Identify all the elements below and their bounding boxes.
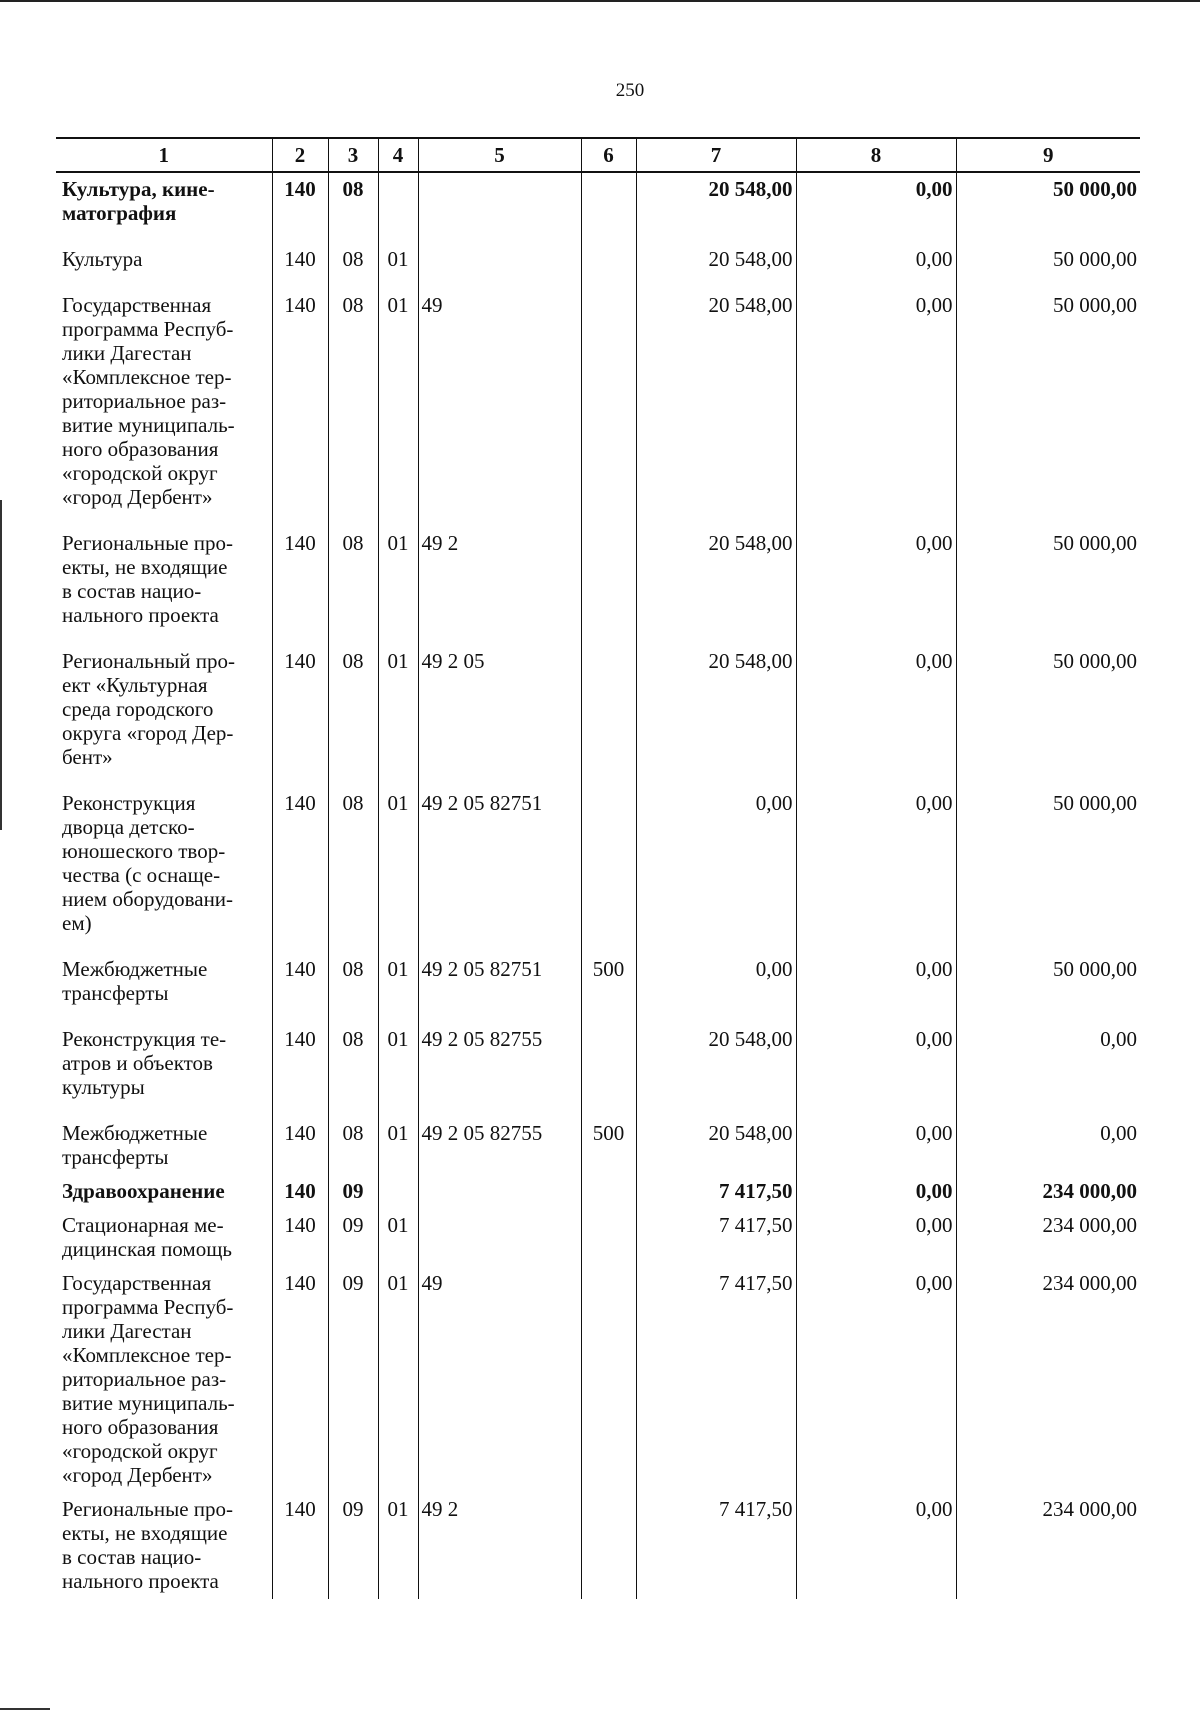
amount-col8-cell: 0,00 [796,953,956,1023]
amount-col9-cell: 234 000,00 [956,1493,1140,1599]
table-body [56,172,1140,1599]
amount-col8-cell: 0,00 [796,787,956,953]
target-article-cell: 49 2 05 82755 [418,1117,581,1175]
section-code-cell: 08 [328,243,378,289]
amount-col9-cell: 234 000,00 [956,1175,1140,1209]
section-code-cell: 08 [328,172,378,243]
admin-code-cell: 140 [272,172,328,243]
admin-code-cell: 140 [272,953,328,1023]
table-row [56,1117,1140,1175]
amount-col8-cell: 0,00 [796,1493,956,1599]
amount-col7-cell: 7 417,50 [636,1209,796,1267]
subsection-code-cell [378,172,418,243]
amount-col7-cell: 0,00 [636,787,796,953]
target-article-cell [418,1209,581,1267]
target-article-cell: 49 2 [418,527,581,645]
row-name-cell: Государственная программа Респуб- лики Дагестан «Комплексное тер- риториальное раз- витие муниципаль- ного образования «городской округ «город Дербент» [56,289,272,527]
row-name-cell: Здравоохранение [56,1175,272,1209]
amount-col9-cell: 0,00 [956,1117,1140,1175]
expense-type-cell: 500 [581,953,636,1023]
amount-col7-cell: 20 548,00 [636,527,796,645]
target-article-cell: 49 2 05 82751 [418,787,581,953]
column-header-3: 3 [328,138,378,172]
table-header-row [56,138,1140,172]
amount-col7-cell: 7 417,50 [636,1175,796,1209]
section-code-cell: 09 [328,1175,378,1209]
amount-col7-cell: 20 548,00 [636,172,796,243]
amount-col9-cell: 0,00 [956,1023,1140,1117]
expense-type-cell [581,787,636,953]
column-header-8: 8 [796,138,956,172]
subsection-code-cell: 01 [378,645,418,787]
target-article-cell [418,172,581,243]
amount-col9-cell: 50 000,00 [956,527,1140,645]
admin-code-cell: 140 [272,527,328,645]
table-row [56,1493,1140,1599]
amount-col7-cell: 7 417,50 [636,1493,796,1599]
amount-col7-cell: 20 548,00 [636,289,796,527]
amount-col8-cell: 0,00 [796,289,956,527]
amount-col7-cell: 20 548,00 [636,1117,796,1175]
amount-col7-cell: 7 417,50 [636,1267,796,1493]
subsection-code-cell: 01 [378,1267,418,1493]
amount-col8-cell: 0,00 [796,1209,956,1267]
amount-col8-cell: 0,00 [796,1023,956,1117]
table-row [56,527,1140,645]
row-name-cell: Реконструкция те- атров и объектов культуры [56,1023,272,1117]
amount-col9-cell: 234 000,00 [956,1267,1140,1493]
target-article-cell: 49 2 05 82755 [418,1023,581,1117]
table-row [56,1175,1140,1209]
subsection-code-cell: 01 [378,1023,418,1117]
table-row [56,645,1140,787]
subsection-code-cell: 01 [378,1493,418,1599]
admin-code-cell: 140 [272,1493,328,1599]
amount-col8-cell: 0,00 [796,1117,956,1175]
budget-table [56,137,1140,1599]
row-name-cell: Реконструкция дворца детско- юношеского твор- чества (с оснаще- нием оборудовани- ем) [56,787,272,953]
amount-col9-cell: 234 000,00 [956,1209,1140,1267]
amount-col9-cell: 50 000,00 [956,953,1140,1023]
table-row [56,1209,1140,1267]
subsection-code-cell: 01 [378,1209,418,1267]
expense-type-cell [581,645,636,787]
section-code-cell: 08 [328,645,378,787]
section-code-cell: 08 [328,953,378,1023]
section-code-cell: 08 [328,289,378,527]
table-row [56,1267,1140,1493]
expense-type-cell [581,172,636,243]
expense-type-cell [581,1023,636,1117]
subsection-code-cell: 01 [378,527,418,645]
column-header-7: 7 [636,138,796,172]
target-article-cell: 49 2 [418,1493,581,1599]
admin-code-cell: 140 [272,1175,328,1209]
admin-code-cell: 140 [272,289,328,527]
table-row [56,289,1140,527]
expense-type-cell [581,243,636,289]
column-header-1: 1 [56,138,272,172]
top-border-line [0,0,1200,2]
table-row [56,787,1140,953]
row-name-cell: Межбюджетные трансферты [56,953,272,1023]
table-row [56,243,1140,289]
amount-col7-cell: 20 548,00 [636,243,796,289]
admin-code-cell: 140 [272,1117,328,1175]
table-row [56,172,1140,243]
expense-type-cell [581,289,636,527]
target-article-cell: 49 2 05 82751 [418,953,581,1023]
amount-col9-cell: 50 000,00 [956,787,1140,953]
subsection-code-cell: 01 [378,243,418,289]
section-code-cell: 08 [328,527,378,645]
expense-type-cell [581,527,636,645]
section-code-cell: 08 [328,1023,378,1117]
amount-col9-cell: 50 000,00 [956,645,1140,787]
section-code-cell: 08 [328,787,378,953]
expense-type-cell: 500 [581,1117,636,1175]
subsection-code-cell: 01 [378,289,418,527]
admin-code-cell: 140 [272,1209,328,1267]
amount-col9-cell: 50 000,00 [956,172,1140,243]
expense-type-cell [581,1175,636,1209]
admin-code-cell: 140 [272,787,328,953]
target-article-cell [418,1175,581,1209]
column-header-4: 4 [378,138,418,172]
target-article-cell: 49 [418,289,581,527]
row-name-cell: Государственная программа Респуб- лики Дагестан «Комплексное тер- риториальное раз- витие муниципаль- ного образования «городской округ «город Дербент» [56,1267,272,1493]
admin-code-cell: 140 [272,1023,328,1117]
column-header-9: 9 [956,138,1140,172]
expense-type-cell [581,1267,636,1493]
section-code-cell: 08 [328,1117,378,1175]
amount-col7-cell: 20 548,00 [636,1023,796,1117]
subsection-code-cell: 01 [378,1117,418,1175]
row-name-cell: Региональные про- екты, не входящие в состав нацио- нального проекта [56,1493,272,1599]
row-name-cell: Стационарная ме- дицинская помощь [56,1209,272,1267]
section-code-cell: 09 [328,1493,378,1599]
row-name-cell: Региональный про- ект «Культурная среда городского округа «город Дер- бент» [56,645,272,787]
table-row [56,953,1140,1023]
row-name-cell: Межбюджетные трансферты [56,1117,272,1175]
left-scan-edge [0,500,2,830]
subsection-code-cell: 01 [378,787,418,953]
column-header-5: 5 [418,138,581,172]
subsection-code-cell [378,1175,418,1209]
amount-col9-cell: 50 000,00 [956,289,1140,527]
amount-col8-cell: 0,00 [796,1267,956,1493]
amount-col8-cell: 0,00 [796,645,956,787]
target-article-cell: 49 [418,1267,581,1493]
target-article-cell [418,243,581,289]
row-name-cell: Культура, кине- матография [56,172,272,243]
section-code-cell: 09 [328,1267,378,1493]
column-header-6: 6 [581,138,636,172]
section-code-cell: 09 [328,1209,378,1267]
subsection-code-cell: 01 [378,953,418,1023]
amount-col7-cell: 0,00 [636,953,796,1023]
admin-code-cell: 140 [272,243,328,289]
amount-col8-cell: 0,00 [796,172,956,243]
target-article-cell: 49 2 05 [418,645,581,787]
amount-col7-cell: 20 548,00 [636,645,796,787]
amount-col9-cell: 50 000,00 [956,243,1140,289]
amount-col8-cell: 0,00 [796,1175,956,1209]
column-header-2: 2 [272,138,328,172]
expense-type-cell [581,1209,636,1267]
row-name-cell: Региональные про- екты, не входящие в состав нацио- нального проекта [56,527,272,645]
admin-code-cell: 140 [272,1267,328,1493]
bottom-scan-edge [0,1708,50,1710]
amount-col8-cell: 0,00 [796,243,956,289]
admin-code-cell: 140 [272,645,328,787]
page-number: 250 [615,80,645,101]
table-row [56,1023,1140,1117]
amount-col8-cell: 0,00 [796,527,956,645]
row-name-cell: Культура [56,243,272,289]
expense-type-cell [581,1493,636,1599]
